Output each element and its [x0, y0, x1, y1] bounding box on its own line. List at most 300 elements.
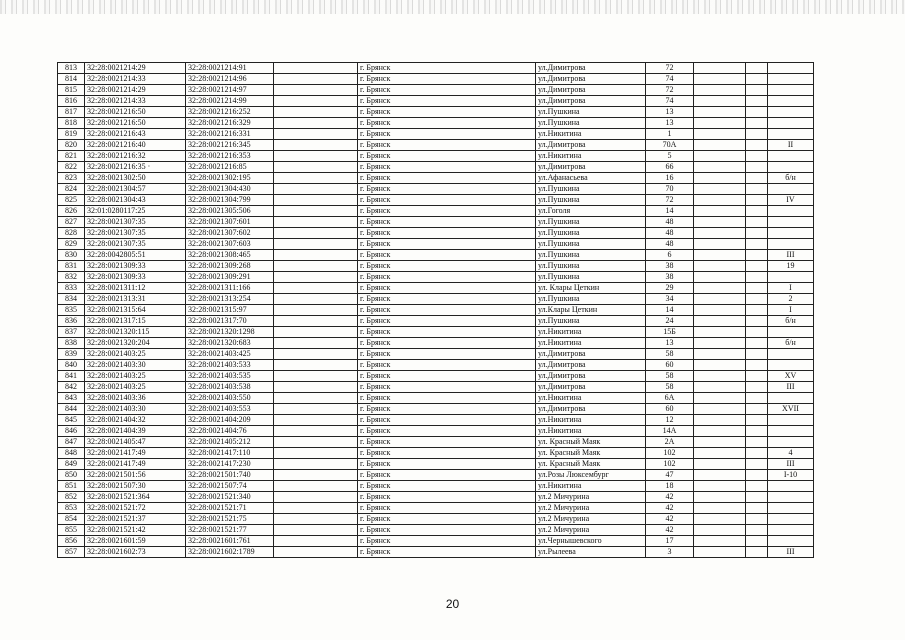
building-corpus-cell: III: [768, 250, 814, 261]
row-number-cell: 852: [58, 492, 85, 503]
house-number-cell: 42: [646, 525, 694, 536]
empty-cell: [694, 294, 746, 305]
city-cell: г. Брянск: [358, 206, 536, 217]
empty-cell: [746, 162, 768, 173]
parcel-cadastral-number-cell: 32:28:0021214:29: [85, 63, 186, 74]
empty-cell: [274, 63, 358, 74]
parcel-cadastral-number-cell: 32:28:0021403:25: [85, 349, 186, 360]
empty-cell: [746, 283, 768, 294]
house-number-cell: 12: [646, 415, 694, 426]
table-row: [58, 107, 814, 118]
empty-cell: [274, 228, 358, 239]
row-number-cell: 821: [58, 151, 85, 162]
empty-cell: [746, 305, 768, 316]
empty-cell: [274, 305, 358, 316]
empty-cell: [694, 426, 746, 437]
parcel-cadastral-number-cell: 32:28:0021521:37: [85, 514, 186, 525]
empty-cell: [746, 426, 768, 437]
parcel-cadastral-number-cell: 32:28:0021320:204: [85, 338, 186, 349]
city-cell: г. Брянск: [358, 118, 536, 129]
empty-cell: [694, 360, 746, 371]
house-number-cell: 1: [646, 129, 694, 140]
parcel-cadastral-number-cell: 32:28:0021404:32: [85, 415, 186, 426]
row-number-cell: 857: [58, 547, 85, 558]
parcel-cadastral-number-cell: 32:28:0021307:35: [85, 228, 186, 239]
city-cell: г. Брянск: [358, 316, 536, 327]
street-cell: ул.Никитина: [536, 393, 646, 404]
street-cell: ул.Пушкина: [536, 316, 646, 327]
empty-cell: [274, 294, 358, 305]
empty-cell: [274, 492, 358, 503]
street-cell: ул.Димитрова: [536, 404, 646, 415]
house-number-cell: 48: [646, 239, 694, 250]
empty-cell: [746, 481, 768, 492]
row-number-cell: 817: [58, 107, 85, 118]
city-cell: г. Брянск: [358, 525, 536, 536]
building-corpus-cell: III: [768, 382, 814, 393]
parcel-cadastral-number-cell: 32:28:0021507:30: [85, 481, 186, 492]
row-number-cell: 824: [58, 184, 85, 195]
building-corpus-cell: [768, 96, 814, 107]
building-corpus-cell: [768, 206, 814, 217]
empty-cell: [274, 393, 358, 404]
empty-cell: [274, 74, 358, 85]
empty-cell: [694, 327, 746, 338]
building-corpus-cell: [768, 129, 814, 140]
table-row: [58, 140, 814, 151]
street-cell: ул.Пушкина: [536, 228, 646, 239]
street-cell: ул.Димитрова: [536, 371, 646, 382]
parcel-cadastral-number-cell: 32:28:0021304:43: [85, 195, 186, 206]
parcel-cadastral-number-cell: 32:01:0280117:25: [85, 206, 186, 217]
empty-cell: [694, 448, 746, 459]
parcel-cadastral-number-cell: 32:28:0021214:33: [85, 96, 186, 107]
building-corpus-cell: IV: [768, 195, 814, 206]
table-row: [58, 316, 814, 327]
city-cell: г. Брянск: [358, 547, 536, 558]
row-number-cell: 840: [58, 360, 85, 371]
registry-table: [57, 62, 814, 558]
building-corpus-cell: [768, 151, 814, 162]
scan-edge-artifact: [0, 0, 905, 14]
building-corpus-cell: [768, 503, 814, 514]
street-cell: ул.Розы Люксембург: [536, 470, 646, 481]
table-row: [58, 85, 814, 96]
empty-cell: [694, 459, 746, 470]
street-cell: ул.Никитина: [536, 151, 646, 162]
parcel-cadastral-number-cell: 32:28:0021214:33: [85, 74, 186, 85]
row-number-cell: 816: [58, 96, 85, 107]
city-cell: г. Брянск: [358, 415, 536, 426]
street-cell: ул.Димитрова: [536, 85, 646, 96]
city-cell: г. Брянск: [358, 151, 536, 162]
parcel-cadastral-number-cell: 32:28:0021601:59: [85, 536, 186, 547]
parcel-cadastral-number-cell: 32:28:0021320:115: [85, 327, 186, 338]
building-corpus-cell: I-10: [768, 470, 814, 481]
empty-cell: [274, 140, 358, 151]
empty-cell: [274, 239, 358, 250]
city-cell: г. Брянск: [358, 294, 536, 305]
empty-cell: [274, 107, 358, 118]
empty-cell: [274, 151, 358, 162]
city-cell: г. Брянск: [358, 217, 536, 228]
house-number-cell: 13: [646, 118, 694, 129]
empty-cell: [274, 162, 358, 173]
building-cadastral-number-cell: 32:28:0021521:75: [186, 514, 274, 525]
empty-cell: [694, 250, 746, 261]
street-cell: ул.Димитрова: [536, 96, 646, 107]
building-cadastral-number-cell: 32:28:0021214:97: [186, 85, 274, 96]
building-cadastral-number-cell: 32:28:0021216:329: [186, 118, 274, 129]
empty-cell: [274, 195, 358, 206]
house-number-cell: 38: [646, 272, 694, 283]
row-number-cell: 831: [58, 261, 85, 272]
house-number-cell: 48: [646, 228, 694, 239]
building-cadastral-number-cell: 32:28:0021313:254: [186, 294, 274, 305]
row-number-cell: 825: [58, 195, 85, 206]
building-cadastral-number-cell: 32:28:0021309:291: [186, 272, 274, 283]
row-number-cell: 833: [58, 283, 85, 294]
city-cell: г. Брянск: [358, 459, 536, 470]
house-number-cell: 72: [646, 85, 694, 96]
street-cell: ул.Пушкина: [536, 261, 646, 272]
table-row: [58, 261, 814, 272]
table-row: [58, 239, 814, 250]
building-cadastral-number-cell: 32:28:0021404:76: [186, 426, 274, 437]
parcel-cadastral-number-cell: 32:28:0021404:39: [85, 426, 186, 437]
parcel-cadastral-number-cell: 32:28:0021521:72: [85, 503, 186, 514]
city-cell: г. Брянск: [358, 448, 536, 459]
building-corpus-cell: II: [768, 140, 814, 151]
house-number-cell: 42: [646, 514, 694, 525]
table-row: [58, 173, 814, 184]
city-cell: г. Брянск: [358, 261, 536, 272]
street-cell: ул.Чернышевского: [536, 536, 646, 547]
house-number-cell: 72: [646, 195, 694, 206]
building-corpus-cell: I: [768, 305, 814, 316]
building-cadastral-number-cell: 32:28:0021521:340: [186, 492, 274, 503]
building-corpus-cell: [768, 162, 814, 173]
street-cell: ул.2 Мичурина: [536, 514, 646, 525]
row-number-cell: 822: [58, 162, 85, 173]
building-corpus-cell: [768, 514, 814, 525]
empty-cell: [746, 250, 768, 261]
parcel-cadastral-number-cell: 32:28:0021304:57: [85, 184, 186, 195]
building-cadastral-number-cell: 32:28:0021216:353: [186, 151, 274, 162]
table-row: [58, 250, 814, 261]
city-cell: г. Брянск: [358, 305, 536, 316]
building-cadastral-number-cell: 32:28:0021216:85: [186, 162, 274, 173]
building-cadastral-number-cell: 32:28:0021214:96: [186, 74, 274, 85]
row-number-cell: 839: [58, 349, 85, 360]
parcel-cadastral-number-cell: 32:28:0021417:49: [85, 459, 186, 470]
empty-cell: [746, 327, 768, 338]
empty-cell: [746, 514, 768, 525]
empty-cell: [694, 393, 746, 404]
document-page: [57, 62, 813, 558]
building-cadastral-number-cell: 32:28:0021317:70: [186, 316, 274, 327]
street-cell: ул.Афанасьева: [536, 173, 646, 184]
building-corpus-cell: 2: [768, 294, 814, 305]
city-cell: г. Брянск: [358, 503, 536, 514]
empty-cell: [746, 448, 768, 459]
house-number-cell: 6: [646, 250, 694, 261]
registry-table-body: [58, 63, 814, 558]
building-corpus-cell: [768, 437, 814, 448]
building-corpus-cell: [768, 360, 814, 371]
street-cell: ул.Димитрова: [536, 349, 646, 360]
empty-cell: [694, 525, 746, 536]
empty-cell: [694, 547, 746, 558]
building-corpus-cell: б/н: [768, 173, 814, 184]
building-corpus-cell: [768, 63, 814, 74]
building-corpus-cell: [768, 217, 814, 228]
building-cadastral-number-cell: 32:28:0021501:740: [186, 470, 274, 481]
house-number-cell: 15Б: [646, 327, 694, 338]
empty-cell: [694, 536, 746, 547]
row-number-cell: 823: [58, 173, 85, 184]
table-row: [58, 536, 814, 547]
house-number-cell: 29: [646, 283, 694, 294]
street-cell: ул.2 Мичурина: [536, 503, 646, 514]
empty-cell: [694, 415, 746, 426]
building-corpus-cell: I: [768, 283, 814, 294]
house-number-cell: 3: [646, 547, 694, 558]
row-number-cell: 851: [58, 481, 85, 492]
parcel-cadastral-number-cell: 32:28:0021501:56: [85, 470, 186, 481]
empty-cell: [746, 470, 768, 481]
table-row: [58, 327, 814, 338]
building-corpus-cell: [768, 349, 814, 360]
empty-cell: [694, 162, 746, 173]
street-cell: ул.Пушкина: [536, 107, 646, 118]
building-cadastral-number-cell: 32:28:0021305:506: [186, 206, 274, 217]
empty-cell: [746, 107, 768, 118]
parcel-cadastral-number-cell: 32:28:0021403:25: [85, 371, 186, 382]
empty-cell: [274, 96, 358, 107]
empty-cell: [694, 173, 746, 184]
parcel-cadastral-number-cell: 32:28:0021216:43: [85, 129, 186, 140]
house-number-cell: 47: [646, 470, 694, 481]
parcel-cadastral-number-cell: 32:28:0021521:364: [85, 492, 186, 503]
row-number-cell: 850: [58, 470, 85, 481]
empty-cell: [746, 547, 768, 558]
empty-cell: [274, 349, 358, 360]
house-number-cell: 24: [646, 316, 694, 327]
parcel-cadastral-number-cell: 32:28:0021311:12: [85, 283, 186, 294]
house-number-cell: 58: [646, 371, 694, 382]
table-row: [58, 393, 814, 404]
empty-cell: [746, 173, 768, 184]
empty-cell: [694, 151, 746, 162]
building-corpus-cell: б/н: [768, 338, 814, 349]
empty-cell: [746, 382, 768, 393]
building-cadastral-number-cell: 32:28:0021308:465: [186, 250, 274, 261]
empty-cell: [746, 85, 768, 96]
empty-cell: [274, 470, 358, 481]
street-cell: ул.Клары Цеткин: [536, 305, 646, 316]
street-cell: ул.Рылеева: [536, 547, 646, 558]
house-number-cell: 48: [646, 217, 694, 228]
empty-cell: [746, 261, 768, 272]
empty-cell: [746, 63, 768, 74]
building-corpus-cell: [768, 74, 814, 85]
empty-cell: [694, 492, 746, 503]
empty-cell: [274, 173, 358, 184]
table-row: [58, 503, 814, 514]
empty-cell: [274, 283, 358, 294]
row-number-cell: 813: [58, 63, 85, 74]
empty-cell: [694, 129, 746, 140]
table-row: [58, 294, 814, 305]
empty-cell: [274, 459, 358, 470]
row-number-cell: 836: [58, 316, 85, 327]
house-number-cell: 42: [646, 503, 694, 514]
city-cell: г. Брянск: [358, 63, 536, 74]
row-number-cell: 828: [58, 228, 85, 239]
street-cell: ул. Красный Маяк: [536, 437, 646, 448]
empty-cell: [746, 74, 768, 85]
table-row: [58, 184, 814, 195]
city-cell: г. Брянск: [358, 437, 536, 448]
empty-cell: [746, 239, 768, 250]
house-number-cell: 13: [646, 338, 694, 349]
empty-cell: [274, 437, 358, 448]
empty-cell: [746, 393, 768, 404]
building-corpus-cell: [768, 481, 814, 492]
empty-cell: [746, 151, 768, 162]
building-cadastral-number-cell: 32:28:0021216:252: [186, 107, 274, 118]
house-number-cell: 2А: [646, 437, 694, 448]
empty-cell: [694, 404, 746, 415]
building-cadastral-number-cell: 32:28:0021214:91: [186, 63, 274, 74]
building-corpus-cell: [768, 426, 814, 437]
house-number-cell: 72: [646, 63, 694, 74]
empty-cell: [746, 360, 768, 371]
empty-cell: [746, 184, 768, 195]
street-cell: ул.Гоголя: [536, 206, 646, 217]
empty-cell: [694, 107, 746, 118]
empty-cell: [746, 272, 768, 283]
building-corpus-cell: [768, 239, 814, 250]
building-cadastral-number-cell: 32:28:0021417:230: [186, 459, 274, 470]
empty-cell: [694, 118, 746, 129]
empty-cell: [694, 382, 746, 393]
building-cadastral-number-cell: 32:28:0021216:345: [186, 140, 274, 151]
street-cell: ул.Пушкина: [536, 118, 646, 129]
parcel-cadastral-number-cell: 32:28:0021309:33: [85, 272, 186, 283]
street-cell: ул.2 Мичурина: [536, 525, 646, 536]
row-number-cell: 843: [58, 393, 85, 404]
building-cadastral-number-cell: 32:28:0021309:268: [186, 261, 274, 272]
table-row: [58, 437, 814, 448]
parcel-cadastral-number-cell: 32:28:0021403:30: [85, 404, 186, 415]
empty-cell: [274, 525, 358, 536]
empty-cell: [694, 206, 746, 217]
empty-cell: [694, 470, 746, 481]
building-corpus-cell: III: [768, 547, 814, 558]
row-number-cell: 853: [58, 503, 85, 514]
row-number-cell: 855: [58, 525, 85, 536]
house-number-cell: 13: [646, 107, 694, 118]
city-cell: г. Брянск: [358, 129, 536, 140]
empty-cell: [694, 272, 746, 283]
building-corpus-cell: [768, 107, 814, 118]
row-number-cell: 848: [58, 448, 85, 459]
city-cell: г. Брянск: [358, 250, 536, 261]
parcel-cadastral-number-cell: 32:28:0021417:49: [85, 448, 186, 459]
row-number-cell: 841: [58, 371, 85, 382]
empty-cell: [274, 217, 358, 228]
row-number-cell: 834: [58, 294, 85, 305]
building-cadastral-number-cell: 32:28:0021307:601: [186, 217, 274, 228]
empty-cell: [694, 283, 746, 294]
empty-cell: [274, 129, 358, 140]
building-cadastral-number-cell: 32:28:0021311:166: [186, 283, 274, 294]
empty-cell: [694, 239, 746, 250]
house-number-cell: 14А: [646, 426, 694, 437]
table-row: [58, 426, 814, 437]
table-row: [58, 470, 814, 481]
building-corpus-cell: [768, 228, 814, 239]
table-row: [58, 217, 814, 228]
empty-cell: [694, 261, 746, 272]
house-number-cell: 58: [646, 382, 694, 393]
empty-cell: [274, 536, 358, 547]
building-cadastral-number-cell: 32:28:0021405:212: [186, 437, 274, 448]
house-number-cell: 34: [646, 294, 694, 305]
empty-cell: [274, 206, 358, 217]
building-cadastral-number-cell: 32:28:0021403:538: [186, 382, 274, 393]
building-corpus-cell: 4: [768, 448, 814, 459]
empty-cell: [694, 371, 746, 382]
empty-cell: [694, 140, 746, 151]
empty-cell: [746, 503, 768, 514]
empty-cell: [274, 250, 358, 261]
building-cadastral-number-cell: 32:28:0021216:331: [186, 129, 274, 140]
parcel-cadastral-number-cell: 32:28:0021214:29: [85, 85, 186, 96]
house-number-cell: 66: [646, 162, 694, 173]
building-cadastral-number-cell: 32:28:0021403:550: [186, 393, 274, 404]
empty-cell: [746, 118, 768, 129]
table-row: [58, 404, 814, 415]
building-cadastral-number-cell: 32:28:0021320:683: [186, 338, 274, 349]
table-row: [58, 459, 814, 470]
row-number-cell: 837: [58, 327, 85, 338]
city-cell: г. Брянск: [358, 228, 536, 239]
empty-cell: [746, 294, 768, 305]
table-row: [58, 547, 814, 558]
street-cell: ул.Пушкина: [536, 294, 646, 305]
building-cadastral-number-cell: 32:28:0021304:799: [186, 195, 274, 206]
table-row: [58, 96, 814, 107]
building-cadastral-number-cell: 32:28:0021404:209: [186, 415, 274, 426]
parcel-cadastral-number-cell: 32:28:0021216:50: [85, 107, 186, 118]
empty-cell: [746, 415, 768, 426]
building-cadastral-number-cell: 32:28:0021521:71: [186, 503, 274, 514]
row-number-cell: 818: [58, 118, 85, 129]
row-number-cell: 835: [58, 305, 85, 316]
row-number-cell: 814: [58, 74, 85, 85]
building-corpus-cell: III: [768, 459, 814, 470]
street-cell: ул.Никитина: [536, 338, 646, 349]
city-cell: г. Брянск: [358, 239, 536, 250]
street-cell: ул. Клары Цеткин: [536, 283, 646, 294]
house-number-cell: 6А: [646, 393, 694, 404]
street-cell: ул.Пушкина: [536, 184, 646, 195]
building-cadastral-number-cell: 32:28:0021417:110: [186, 448, 274, 459]
table-row: [58, 283, 814, 294]
